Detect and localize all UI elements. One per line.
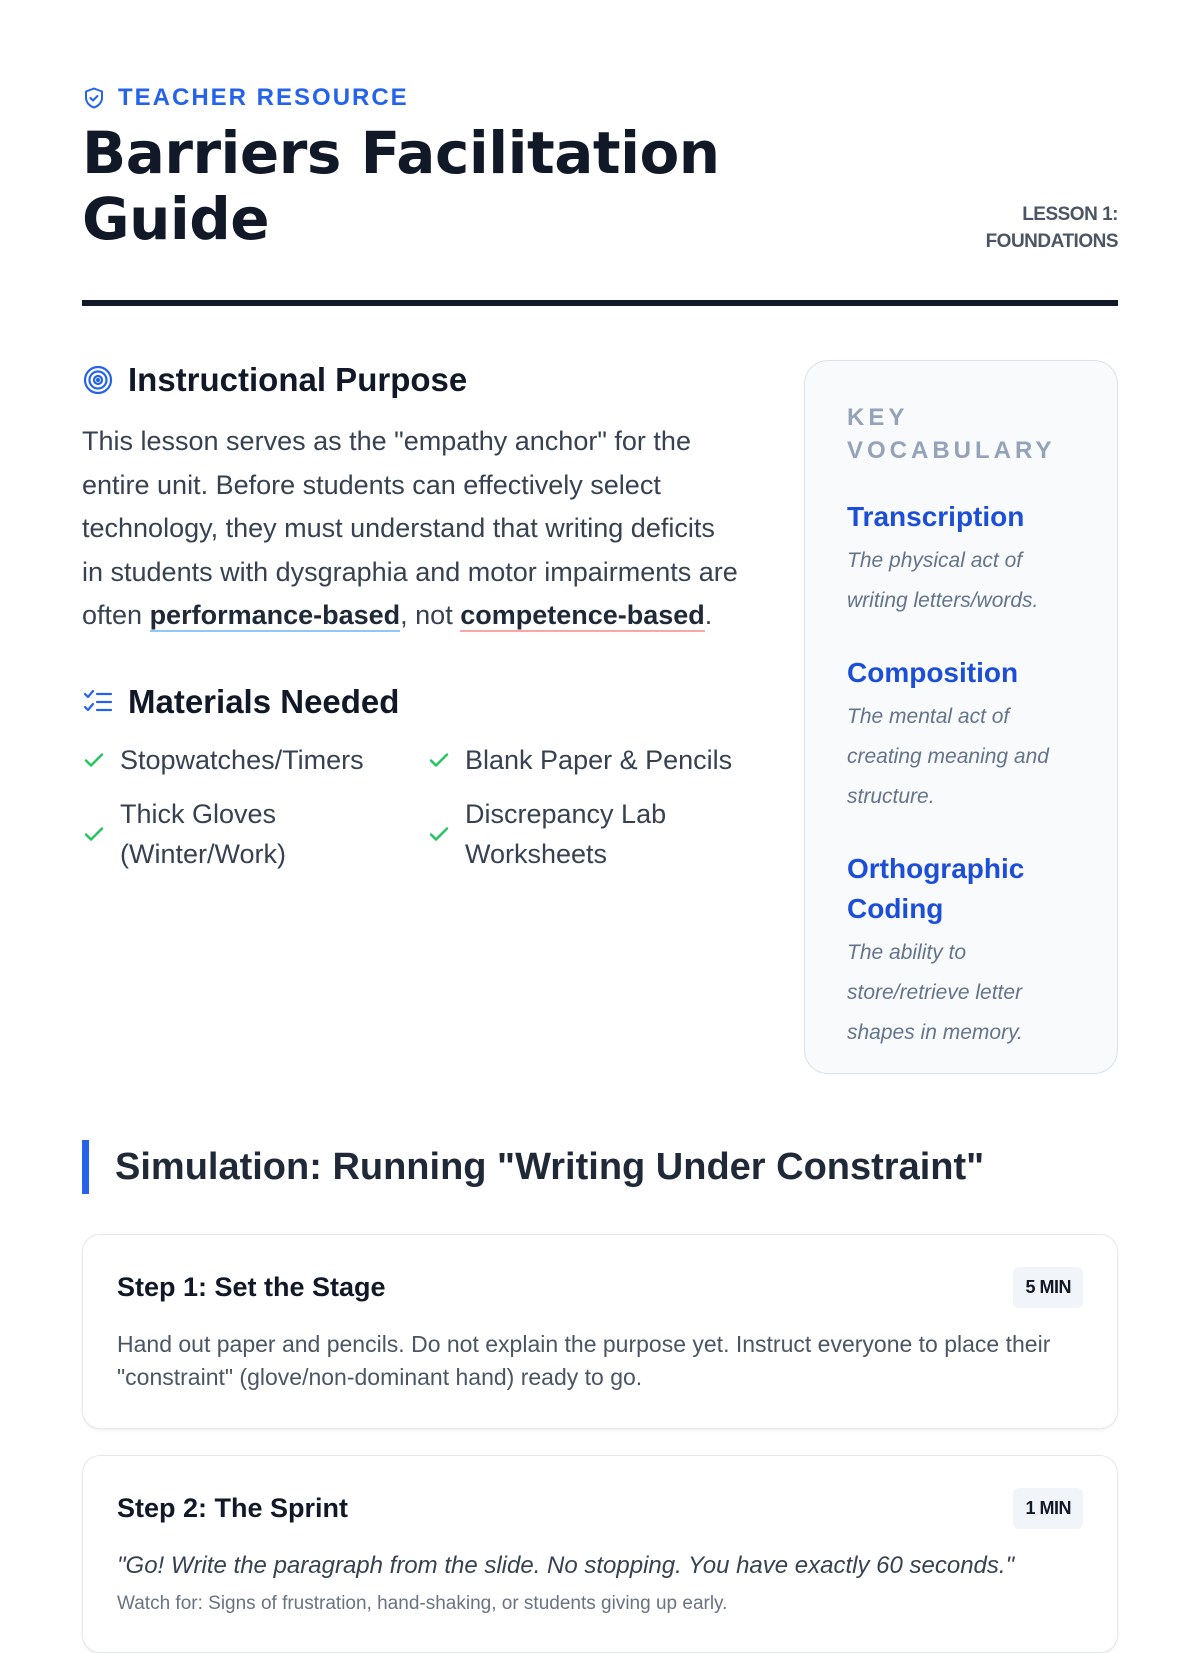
lesson-number: LESSON 1: [1022, 204, 1118, 225]
vocab-term: Orthographic Coding [847, 853, 1025, 924]
vocabulary-title: KEY VOCABULARY [847, 404, 1056, 464]
check-icon [82, 748, 106, 772]
purpose-heading-row [82, 360, 754, 400]
material-item [82, 740, 427, 780]
page-title: Barriers Facilitation Guide [82, 119, 720, 253]
overview-main [82, 360, 754, 1074]
duration-badge: 1 MIN [1013, 1488, 1083, 1529]
step-card [82, 1234, 1118, 1429]
vocab-term: Transcription [847, 501, 1025, 532]
material-label: Stopwatches/Timers [120, 744, 364, 775]
materials-list [82, 740, 754, 874]
shield-check-icon [82, 86, 106, 110]
document-header [82, 0, 1118, 306]
lesson-name: FOUNDATIONS [985, 231, 1118, 252]
check-icon [427, 748, 451, 772]
vocab-definition: The ability to store/retrieve letter shapes in memory. [847, 941, 1023, 1044]
step-script-quote: "Go! Write the paragraph from the slide. No stopping. You have exactly 60 seconds." [117, 1552, 1015, 1579]
purpose-heading: Instructional Purpose [128, 361, 468, 398]
step-instructions: Hand out paper and pencils. Do not explain the purpose yet. Instruct everyone to place their "constraint" (glove/non-dominant hand) ready to go. [117, 1331, 1051, 1390]
vocab-term: Composition [847, 657, 1019, 688]
material-item [82, 794, 427, 874]
step-header [117, 1488, 1083, 1529]
material-label: Blank Paper & Pencils [465, 744, 733, 775]
material-label: Thick Gloves (Winter/Work) [120, 798, 286, 869]
purpose-text-mid: , not [400, 600, 461, 630]
step-title: Step 1: Set the Stage [117, 1272, 386, 1302]
simulation-heading: Simulation: Running "Writing Under Constraint" [115, 1145, 985, 1188]
material-item [427, 794, 757, 874]
kicker-label: TEACHER RESOURCE [118, 84, 409, 111]
performance-based-term: performance-based [149, 600, 401, 630]
check-icon [82, 822, 106, 846]
purpose-text [82, 420, 742, 638]
check-icon [427, 822, 451, 846]
purpose-text-start: This lesson serves as the "empathy anchor" for the entire unit. Before students can effectively select technology, they must understand that writing deficits in students with dysgraphia and motor impairments are often [82, 426, 738, 630]
materials-heading-row [82, 682, 754, 722]
competence-based-term: competence-based [460, 600, 705, 630]
resource-kicker [82, 82, 1118, 114]
key-vocabulary-card [804, 360, 1118, 1074]
step-header [117, 1267, 1083, 1308]
duration-badge: 5 MIN [1013, 1267, 1083, 1308]
purpose-text-end: . [704, 600, 713, 630]
overview-section [82, 360, 1118, 1074]
vocab-definition: The physical act of writing letters/words. [847, 549, 1039, 612]
simulation-heading-row [82, 1140, 1118, 1194]
checklist-icon [82, 686, 114, 718]
step-card [82, 1455, 1118, 1653]
step-title: Step 2: The Sprint [117, 1493, 349, 1523]
target-icon [82, 364, 114, 396]
material-label: Discrepancy Lab Worksheets [465, 798, 667, 869]
lesson-label [986, 201, 1118, 255]
step-watch-note: Watch for: Signs of frustration, hand-shaking, or students giving up early. [117, 1593, 728, 1614]
material-item [427, 740, 757, 780]
vocab-definition: The mental act of creating meaning and structure. [847, 705, 1049, 808]
simulation-section [82, 1140, 1118, 1653]
materials-heading: Materials Needed [128, 682, 400, 720]
